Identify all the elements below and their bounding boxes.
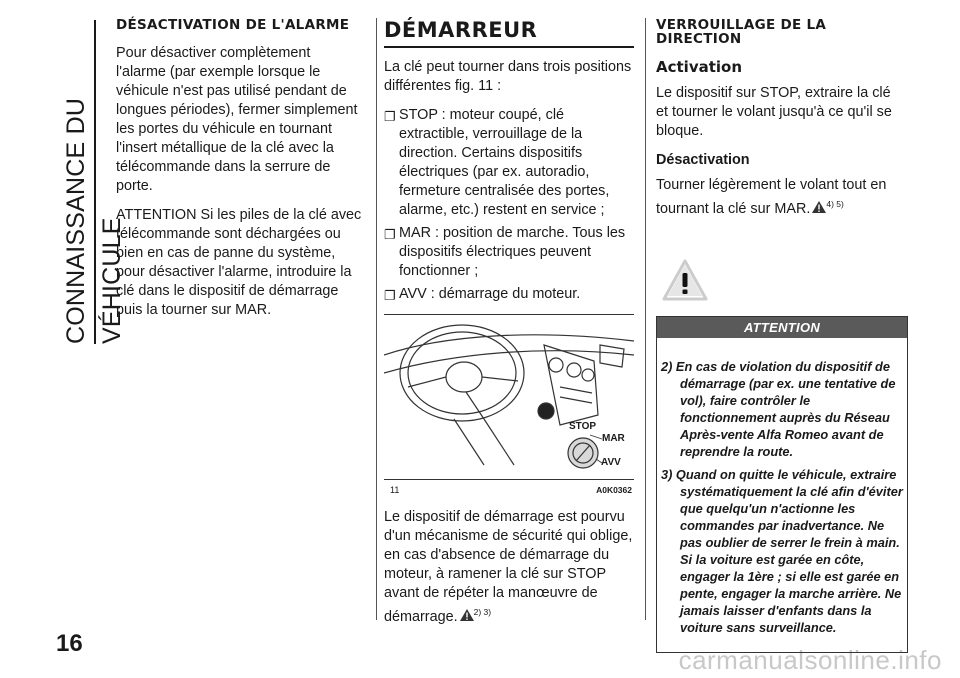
- column-verrouillage: [656, 18, 906, 653]
- warning-item: 3) Quand on quitte le véhicule, extraire systématiquement la clé afin d'éviter que quelqu'un n'actionne les commandes par inadvertance. Ne pas oublier de serrer le frein à main. Si la voiture est garée en côte, engager la 1ère ; si elle est garée en pente, engager la marche arrière. Ne jamais laisser d'enfants dans la voiture sans surveillance.: [661, 466, 903, 635]
- checkbox-bullet-icon: ❐: [384, 288, 396, 303]
- attention-body: [657, 338, 907, 652]
- checkbox-bullet-icon: ❐: [384, 109, 396, 124]
- list-item-text: AVV : démarrage du moteur.: [399, 286, 581, 302]
- watermark: carmanualsonline.info: [678, 645, 942, 675]
- paragraph-demarreur-safety: [384, 508, 634, 627]
- figure-code: A0K0362: [596, 485, 632, 495]
- list-item: [384, 285, 634, 304]
- attention-title: ATTENTION: [657, 317, 907, 338]
- paragraph-activation: Le dispositif sur STOP, extraire la clé et tourner le volant jusqu'à ce qu'il se bloque.: [656, 85, 892, 139]
- column-divider-2: [645, 18, 646, 620]
- subheading-activation: Activation: [656, 58, 743, 76]
- ignition-figure: [384, 314, 634, 495]
- key-positions-list: [384, 106, 634, 304]
- chapter-sidebar: [58, 20, 126, 344]
- label-desactivation: Désactivation: [656, 152, 750, 168]
- key-label-avv: AVV: [601, 457, 621, 468]
- key-label-mar: MAR: [602, 433, 625, 444]
- paragraph-demarreur-intro: La clé peut tourner dans trois positions différentes fig. 11 :: [384, 59, 632, 94]
- column-demarreur: [384, 18, 634, 637]
- warning-refs: 4) 5): [826, 199, 844, 209]
- key-label-stop: STOP: [569, 421, 597, 432]
- list-item: [384, 224, 634, 281]
- paragraph-desactivation: [656, 176, 906, 219]
- warning-refs: 2) 3): [473, 607, 492, 617]
- checkbox-bullet-icon: ❐: [384, 227, 396, 242]
- dashboard-illustration: [384, 315, 634, 479]
- warning-triangle-icon: [662, 259, 708, 301]
- section-heading-verrouillage: VERROUILLAGE DE LA DIRECTION: [656, 17, 827, 47]
- paragraph-text: Le dispositif de démarrage est pourvu d'un mécanisme de sécurité qui oblige, en cas d'absence de démarrage du moteur, à ramener la clé sur STOP avant de répéter la manœuvre de démarrage.: [384, 509, 633, 625]
- list-item: [384, 106, 634, 220]
- section-heading-demarreur: DÉMARREUR: [384, 18, 538, 42]
- warning-icon: [812, 201, 826, 213]
- section-heading-alarme: DÉSACTIVATION DE L'ALARME: [116, 17, 350, 33]
- heading-rule: [384, 46, 634, 48]
- attention-box: [656, 316, 908, 653]
- list-item-text: STOP : moteur coupé, clé extractible, verrouillage de la direction. Certains dispositifs électriques (par ex. autoradio, fermeture centralisée des portes, alarme, etc.) restent en service ;: [399, 107, 610, 218]
- list-item-text: MAR : position de marche. Tous les dispositifs électriques peuvent fonctionner ;: [399, 225, 626, 279]
- sidebar-rule: [94, 20, 96, 344]
- page-number: 16: [56, 630, 83, 657]
- warning-icon: [460, 609, 474, 621]
- figure-number: 11: [390, 485, 400, 495]
- column-divider-1: [376, 18, 377, 620]
- chapter-title: CONNAISSANCE DU VÉHICULE: [62, 97, 126, 344]
- paragraph-text: Tourner légèrement le volant tout en tournant la clé sur MAR.: [656, 177, 887, 217]
- paragraph-alarme-2: ATTENTION Si les piles de la clé avec télécommande sont déchargées ou bien en cas de panne du système, pour désactiver l'alarme, introduire la clé dans le dispositif de démarrage puis la tourner sur MAR.: [116, 207, 362, 318]
- column-alarme: [116, 18, 364, 330]
- warning-item: 2) En cas de violation du dispositif de démarrage (par ex. une tentative de vol), faire contrôler le fonctionnement auprès du Réseau Après-vente Alfa Romeo avant de reprendre la route.: [661, 358, 896, 459]
- paragraph-alarme-1: Pour désactiver complètement l'alarme (par exemple lorsque le véhicule n'est pas utilisé pendant de longues périodes), fermer simplement les portes du véhicule en tournant l'insert métallique de la clé avec la télécommande dans la serrure de porte.: [116, 45, 358, 194]
